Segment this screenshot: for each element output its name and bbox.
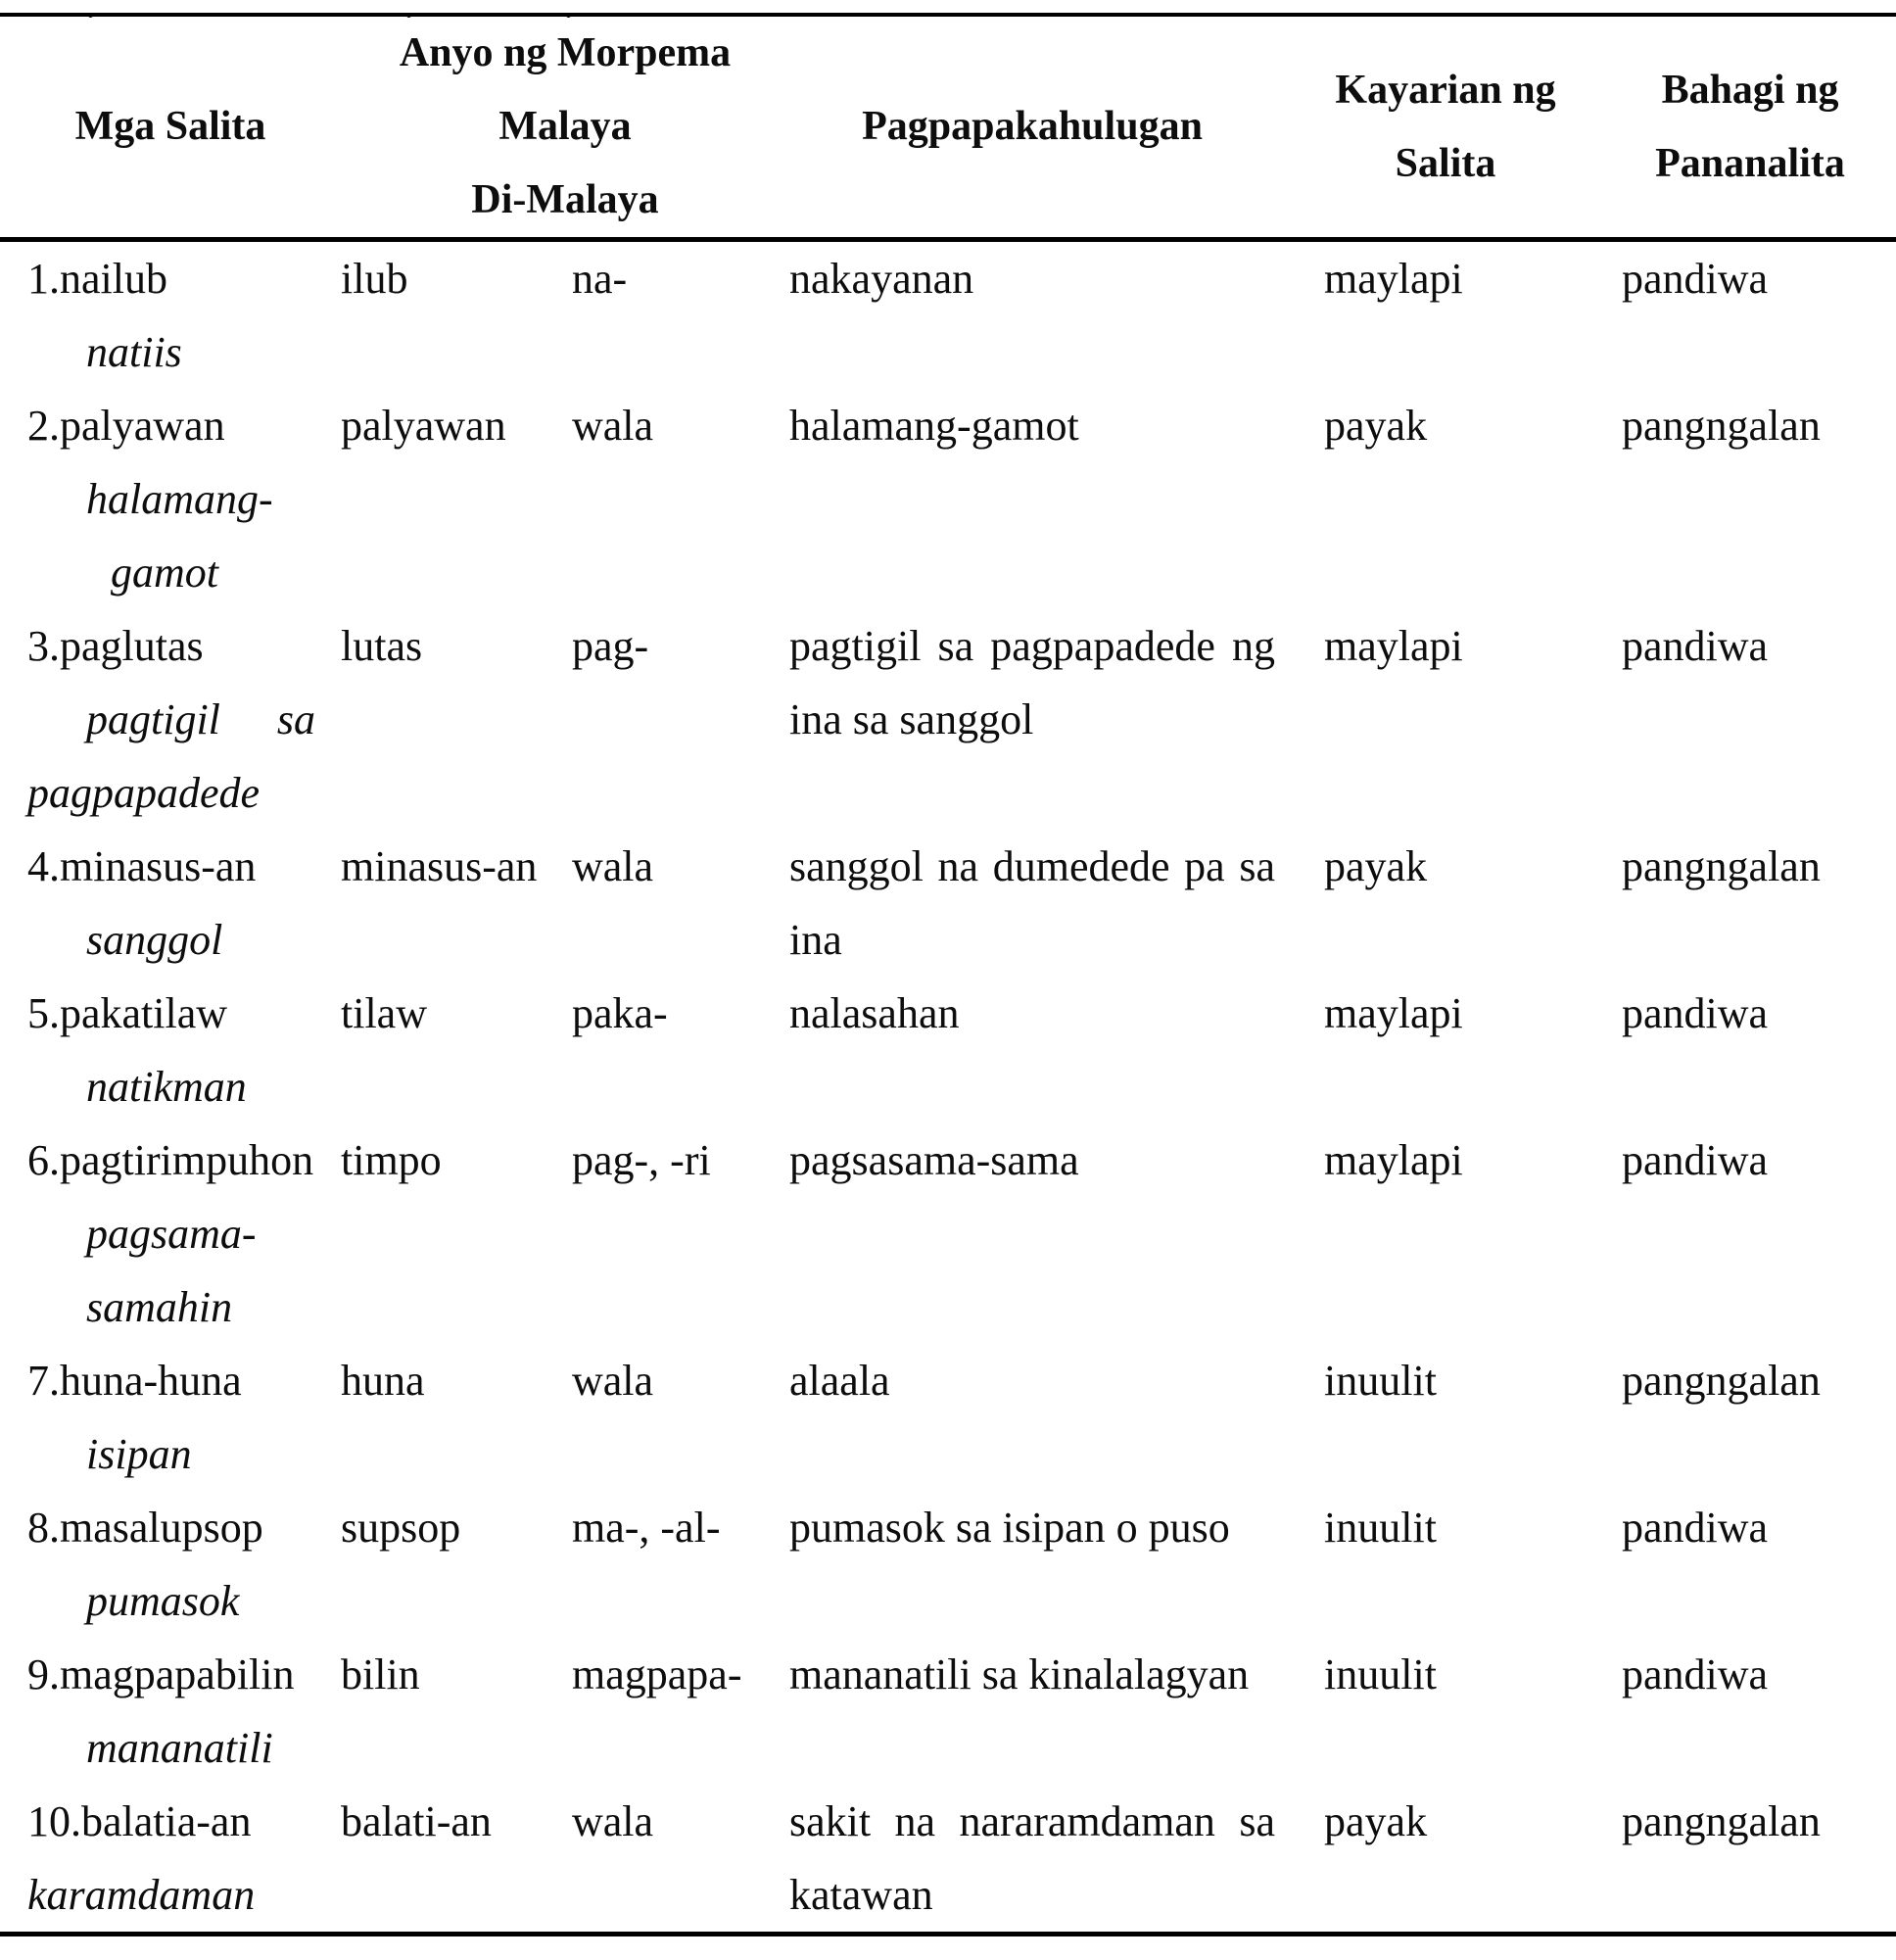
cell-line: pumasok sa isipan o puso	[789, 1504, 1230, 1552]
cell-line: minasus-an	[341, 842, 538, 890]
cell-line: magpapa-	[572, 1650, 742, 1698]
cell-di-malaya	[572, 609, 789, 830]
cell-kayarian	[1324, 1785, 1622, 1935]
col-header-anyo-ng-morpema	[341, 15, 789, 240]
cell-line: pandiwa	[1622, 989, 1769, 1037]
cell-di-malaya	[572, 830, 789, 977]
cell-malaya	[341, 830, 572, 977]
cell-malaya	[341, 240, 572, 390]
col-header-label: Mga Salita	[74, 104, 266, 149]
cell-di-malaya	[572, 977, 789, 1123]
cell-salita	[0, 609, 341, 830]
document-page	[0, 13, 1896, 1960]
cell-bahagi	[1622, 389, 1896, 609]
cell-line: lutas	[341, 622, 423, 670]
cell-line: mananatili	[86, 1724, 273, 1772]
cell-kahulugan	[789, 389, 1324, 609]
cell-line: 4.minasus-an	[27, 842, 257, 890]
col-header-mga-salita	[0, 15, 341, 240]
col-header-bahagi-ng-pananalita	[1622, 15, 1896, 240]
cell-line: inuulit	[1324, 1650, 1437, 1698]
cell-line: natikman	[86, 1063, 247, 1111]
cell-di-malaya	[572, 1785, 789, 1935]
cell-line: 8.masalupsop	[27, 1504, 263, 1552]
group-header-label: Anyo ng Morpema	[399, 30, 732, 75]
cell-line: wala	[572, 842, 654, 890]
table-row	[0, 609, 1896, 830]
cell-line: inuulit	[1324, 1504, 1437, 1552]
cell-salita	[0, 240, 341, 390]
col-header-pagpapakahulugan	[789, 15, 1324, 240]
table-row	[0, 1344, 1896, 1491]
col-header-label-line1: Bahagi ng	[1661, 67, 1839, 113]
cell-line: halamang-	[86, 475, 273, 523]
cell-malaya	[341, 1344, 572, 1491]
cell-kahulugan	[789, 609, 1324, 830]
cell-line: tilaw	[341, 989, 427, 1037]
cell-line: sakit na nararamdaman sa	[789, 1797, 1276, 1845]
cell-salita	[0, 1785, 341, 1935]
table-row	[0, 1491, 1896, 1638]
cell-salita	[0, 1123, 341, 1344]
cell-line: pandiwa	[1622, 622, 1769, 670]
cell-kahulugan	[789, 830, 1324, 977]
cell-line: pag-	[572, 622, 649, 670]
cell-line: timpo	[341, 1136, 442, 1184]
cell-line: isipan	[86, 1430, 192, 1478]
cell-kayarian	[1324, 609, 1622, 830]
cell-line: 1.nailub	[27, 255, 167, 303]
cell-line: 7.huna-huna	[27, 1357, 242, 1405]
subheader-malaya: Malaya	[498, 104, 632, 149]
cell-di-malaya	[572, 240, 789, 390]
cell-line: pagtigil sa pagpapadede ng	[789, 622, 1276, 670]
cell-line: mananatili sa kinalalagyan	[789, 1650, 1250, 1698]
col-header-label-line2: Pananalita	[1655, 140, 1845, 186]
cell-kahulugan	[789, 1785, 1324, 1935]
cell-line: 10.balatia-an	[27, 1797, 252, 1845]
cell-line: nalasahan	[789, 989, 960, 1037]
cell-bahagi	[1622, 977, 1896, 1123]
cell-line: maylapi	[1324, 255, 1463, 303]
cropped-caption-fragment	[406, 13, 411, 18]
cell-kayarian	[1324, 240, 1622, 390]
cell-malaya	[341, 1638, 572, 1785]
cell-line: natiis	[86, 328, 182, 376]
cell-line: na-	[572, 255, 628, 303]
cell-line: pangngalan	[1622, 402, 1821, 450]
cell-line: 3.paglutas	[27, 622, 204, 670]
cell-line: payak	[1324, 1797, 1428, 1845]
cell-line: wala	[572, 1797, 654, 1845]
cell-salita	[0, 830, 341, 977]
cell-line: alaala	[789, 1357, 890, 1405]
cell-line: samahin	[86, 1283, 233, 1331]
table-row	[0, 1123, 1896, 1344]
cell-line: sanggol na dumedede pa sa	[789, 842, 1276, 890]
cell-bahagi	[1622, 830, 1896, 977]
cell-line: pandiwa	[1622, 255, 1769, 303]
cell-line: halamang-gamot	[789, 402, 1079, 450]
cell-kahulugan	[789, 1491, 1324, 1638]
cell-line: maylapi	[1324, 1136, 1463, 1184]
cell-line: pag-, -ri	[572, 1136, 711, 1184]
cell-line: palyawan	[341, 402, 506, 450]
cell-kahulugan	[789, 1344, 1324, 1491]
cell-malaya	[341, 609, 572, 830]
table-body	[0, 240, 1896, 1935]
cell-malaya	[341, 1123, 572, 1344]
cell-kayarian	[1324, 830, 1622, 977]
cell-bahagi	[1622, 1344, 1896, 1491]
cell-line: ina	[789, 916, 842, 964]
cell-line: pangngalan	[1622, 842, 1821, 890]
cell-salita	[0, 1638, 341, 1785]
cell-line: 6.pagtirimpuhon	[27, 1136, 314, 1184]
cell-line: wala	[572, 402, 654, 450]
cell-di-malaya	[572, 1344, 789, 1491]
cell-kayarian	[1324, 1123, 1622, 1344]
cell-salita	[0, 977, 341, 1123]
cell-di-malaya	[572, 1491, 789, 1638]
cell-kahulugan	[789, 240, 1324, 390]
cell-kayarian	[1324, 977, 1622, 1123]
cell-line: pangngalan	[1622, 1797, 1821, 1845]
cell-line: 9.magpapabilin	[27, 1650, 295, 1698]
cell-line: ina sa sanggol	[789, 695, 1034, 743]
header-row	[0, 15, 1896, 240]
cell-bahagi	[1622, 1785, 1896, 1935]
cell-malaya	[341, 389, 572, 609]
cell-kahulugan	[789, 1123, 1324, 1344]
cell-bahagi	[1622, 609, 1896, 830]
cropped-caption-fragment	[88, 13, 93, 18]
cell-line: pumasok	[86, 1577, 240, 1625]
cell-line: inuulit	[1324, 1357, 1437, 1405]
cell-line: 2.palyawan	[27, 402, 225, 450]
cell-line: pagpapadede	[27, 769, 261, 817]
cell-line: maylapi	[1324, 622, 1463, 670]
cell-line: nakayanan	[789, 255, 974, 303]
table-row	[0, 1638, 1896, 1785]
cell-line: katawan	[789, 1871, 933, 1919]
cell-line: balati-an	[341, 1797, 492, 1845]
cell-line: pandiwa	[1622, 1650, 1769, 1698]
cell-salita	[0, 1491, 341, 1638]
cell-line: huna	[341, 1357, 425, 1405]
subheader-di-malaya: Di-Malaya	[471, 177, 659, 222]
cell-line: ilub	[341, 255, 408, 303]
col-header-label-line2: Salita	[1395, 140, 1496, 186]
cell-di-malaya	[572, 1123, 789, 1344]
cell-line: ma-, -al-	[572, 1504, 721, 1552]
cell-line: 5.pakatilaw	[27, 989, 228, 1037]
col-header-label-line1: Kayarian ng	[1335, 67, 1556, 113]
table-row	[0, 977, 1896, 1123]
cell-bahagi	[1622, 1123, 1896, 1344]
cell-bahagi	[1622, 240, 1896, 390]
cell-line: pagtigil sa	[86, 695, 315, 743]
cell-kahulugan	[789, 1638, 1324, 1785]
cell-line: pangngalan	[1622, 1357, 1821, 1405]
cell-line: bilin	[341, 1650, 420, 1698]
cell-line: karamdaman	[27, 1871, 256, 1919]
cell-line: pandiwa	[1622, 1504, 1769, 1552]
cell-kayarian	[1324, 1638, 1622, 1785]
cell-kayarian	[1324, 1344, 1622, 1491]
cell-line: payak	[1324, 402, 1428, 450]
cell-line: paka-	[572, 989, 668, 1037]
cell-line: payak	[1324, 842, 1428, 890]
cell-salita	[0, 1344, 341, 1491]
table-header	[0, 15, 1896, 240]
col-header-label: Pagpapakahulugan	[862, 104, 1203, 149]
col-header-kayarian-ng-salita	[1324, 15, 1622, 240]
table-row	[0, 240, 1896, 390]
cell-kayarian	[1324, 389, 1622, 609]
table-row	[0, 1785, 1896, 1935]
cell-line: supsop	[341, 1504, 461, 1552]
cell-di-malaya	[572, 1638, 789, 1785]
cell-malaya	[341, 1785, 572, 1935]
cell-line: pandiwa	[1622, 1136, 1769, 1184]
table-row	[0, 389, 1896, 609]
cell-line: gamot	[111, 549, 218, 597]
cell-line: sanggol	[86, 916, 223, 964]
cell-bahagi	[1622, 1638, 1896, 1785]
cell-line: pagsama-	[86, 1210, 257, 1258]
cell-line: pagsasama-sama	[789, 1136, 1079, 1184]
cell-salita	[0, 389, 341, 609]
cell-malaya	[341, 977, 572, 1123]
cell-kahulugan	[789, 977, 1324, 1123]
cell-di-malaya	[572, 389, 789, 609]
cell-kayarian	[1324, 1491, 1622, 1638]
cell-bahagi	[1622, 1491, 1896, 1638]
morphology-table	[0, 13, 1896, 1936]
table-row	[0, 830, 1896, 977]
cell-line: maylapi	[1324, 989, 1463, 1037]
cell-malaya	[341, 1491, 572, 1638]
cropped-caption-fragment	[566, 13, 571, 18]
cell-line: wala	[572, 1357, 654, 1405]
